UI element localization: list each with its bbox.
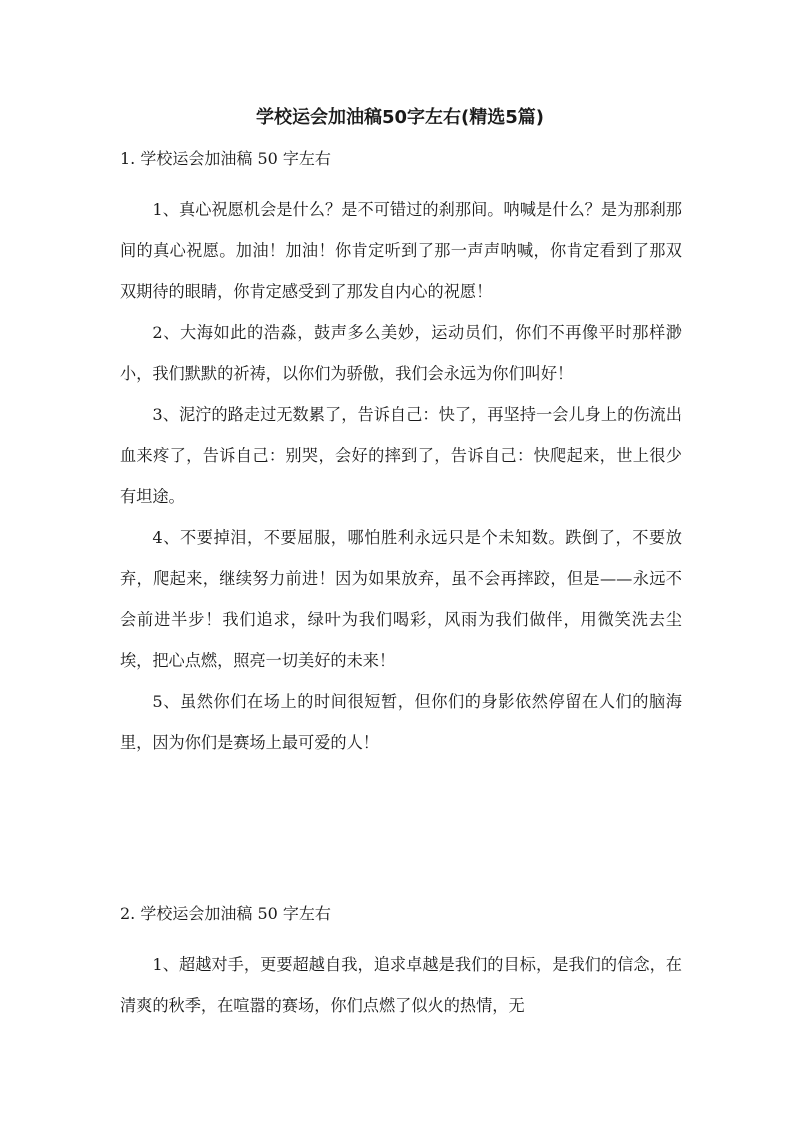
paragraph: 1、真心祝愿机会是什么？是不可错过的刹那间。呐喊是什么？是为那刹那间的真心祝愿。加油！加油！你肯定听到了那一声声呐喊，你肯定看到了那双双期待的眼睛，你肯定感受到了那发自内心的祝愿！ — [120, 200, 682, 301]
section-heading: 2. 学校运会加油稿 50 字左右 — [120, 904, 331, 923]
paragraph: 2、大海如此的浩淼，鼓声多么美妙，运动员们，你们不再像平时那样渺小，我们默默的祈祷，以你们为骄傲，我们会永远为你们叫好！ — [120, 323, 682, 383]
section-1 — [120, 147, 682, 763]
paragraph: 5、虽然你们在场上的时间很短暂，但你们的身影依然停留在人们的脑海里，因为你们是赛场上最可爱的人！ — [120, 692, 682, 752]
paragraph: 1、超越对手，更要超越自我，追求卓越是我们的目标，是我们的信念，在清爽的秋季，在喧嚣的赛场，你们点燃了似火的热情，无 — [120, 955, 682, 1015]
section-2 — [120, 902, 682, 1026]
section-heading: 1. 学校运会加油稿 50 字左右 — [120, 149, 331, 168]
document-title: 学校运会加油稿50字左右(精选5篇) — [255, 107, 545, 128]
paragraph: 4、不要掉泪，不要屈服，哪怕胜利永远只是个未知数。跌倒了，不要放弃，爬起来，继续努力前进！因为如果放弃，虽不会再摔跤，但是——永远不会前进半步！我们追求，绿叶为我们喝彩，风雨为我们做伴，用微笑洗去尘埃，把心点燃，照亮一切美好的未来！ — [120, 528, 682, 670]
paragraph: 3、泥泞的路走过无数累了，告诉自己：快了，再坚持一会儿身上的伤流出血来疼了，告诉自己：别哭，会好的摔到了，告诉自己：快爬起来，世上很少有坦途。 — [120, 405, 682, 506]
